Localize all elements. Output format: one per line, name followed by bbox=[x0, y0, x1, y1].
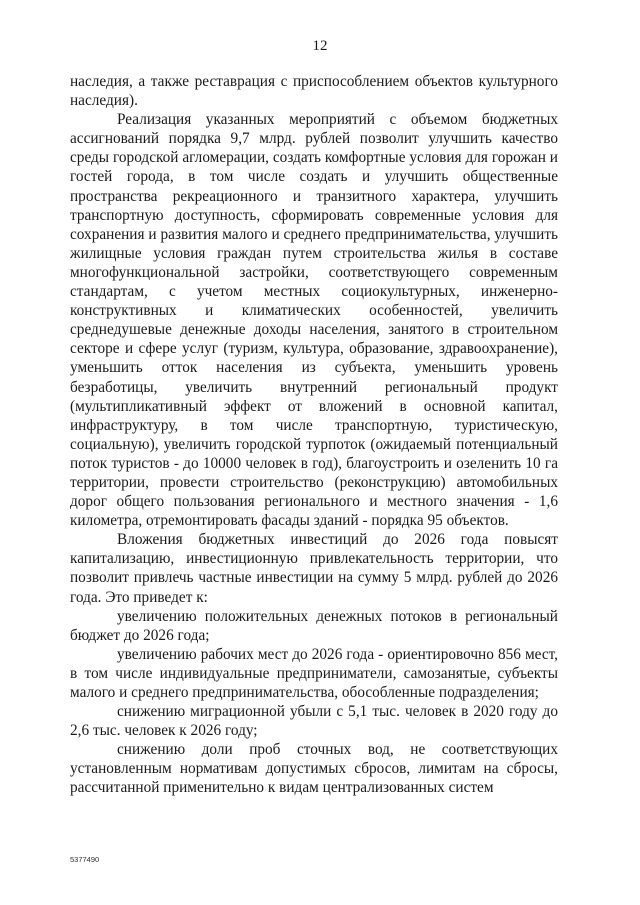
list-item-migration: снижению миграционной убыли с 5,1 тыс. человек в 2020 году до 2,6 тыс. человек к 2026 году; bbox=[70, 703, 558, 740]
paragraph-heritage-continuation: наследия, а также реставрация с приспособлением объектов культурного наследия). bbox=[70, 73, 558, 110]
list-item-jobs: увеличению рабочих мест до 2026 года - ориентировочно 856 мест, в том числе индивидуальные предприниматели, самозанятые, субъекты малого и среднего предпринимательства, обособленные подразделения; bbox=[70, 645, 558, 701]
document-body bbox=[70, 72, 558, 798]
document-code: 5377490 bbox=[70, 855, 100, 864]
page-number: 12 bbox=[312, 38, 328, 54]
paragraph-measures-implementation: Реализация указанных мероприятий с объемом бюджетных ассигнований порядка 9,7 млрд. рублей позволит улучшить качество среды городской агломерации, создать комфортные условия для горожан и гостей города, в том числе создать и улучшить общественные пространства рекреационного и транзитного характера, улучшить транспортную доступность, сформировать современные условия для сохранения и развития малого и среднего предпринимательства, улучшить жилищные условия граждан путем строительства жилья в составе многофункциональной застройки, соответствующего современным стандартам, с учетом местных социокультурных, инженерно-конструктивных и климатических особенностей, увеличить среднедушевые денежные доходы населения, занятого в строительном секторе и сфере услуг (туризм, культура, образование, здравоохранение), уменьшить отток населения из субъекта, уменьшить уровень безработицы, увеличить внутренний региональный продукт (мультипликативный эффект от вложений в основной капитал, инфраструктуру, в том числе транспортную, туристическую, социальную), увеличить городской турпоток (ожидаемый потенциальный поток туристов - до 10000 человек в год), благоустроить и озеленить 10 га территории, провести строительство (реконструкцию) автомобильных дорог общего пользования регионального и местного значения - 1,6 километра, отремонтировать фасады зданий - порядка 95 объектов. bbox=[70, 111, 558, 530]
list-item-wastewater: снижению доли проб сточных вод, не соответствующих установленным нормативам допустимых сбросов, лимитам на сбросы, рассчитанной применительно к видам централизованных систем bbox=[70, 741, 558, 797]
paragraph-budget-investments: Вложения бюджетных инвестиций до 2026 года повысят капитализацию, инвестиционную привлекательность территории, что позволит привлечь частные инвестиции на сумму 5 млрд. рублей до 2026 года. Это приведет к: bbox=[70, 531, 558, 606]
list-item-cash-flows: увеличению положительных денежных потоков в региональный бюджет до 2026 года; bbox=[70, 607, 558, 644]
